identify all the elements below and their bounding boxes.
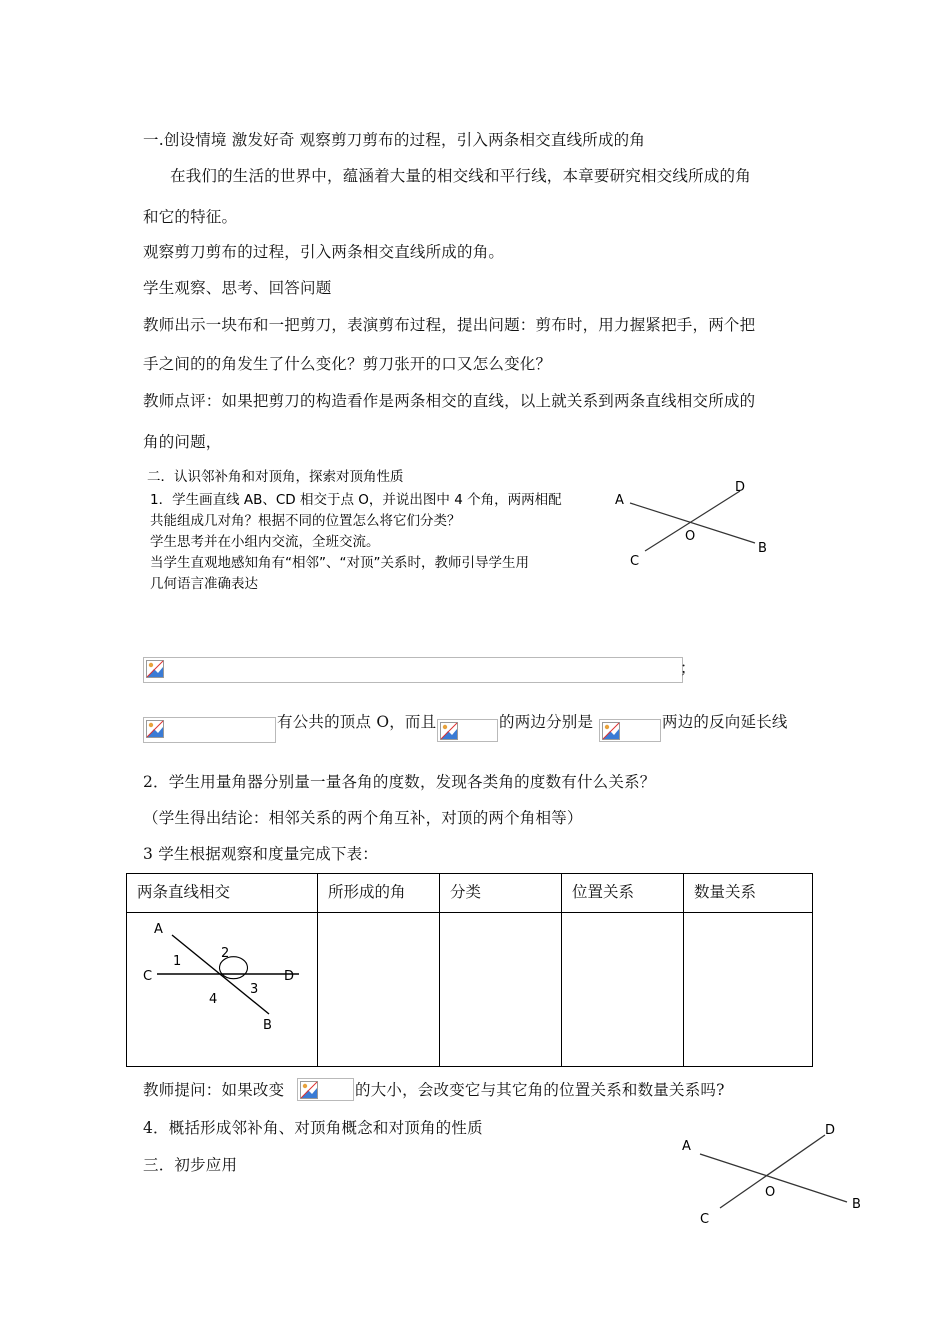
fig1-label-b: B [758,541,767,556]
section1-para1-line1: 在我们的生活的世界中，蕴涵着大量的相交线和平行线，本章要研究相交线所成的角 [170,167,751,185]
table-fig-label-1: 1 [173,954,182,969]
teacher-question-part1: 教师提问：如果改变 [143,1081,285,1099]
definition-part2: 的两边分别是 [499,713,594,731]
table-header-cell: 分类 [440,874,562,913]
table-figure-cell [127,913,318,1067]
section1-para1-line2: 和它的特征。 [143,208,238,226]
table-empty-cell [318,913,440,1067]
fig2-label-b: B [852,1197,861,1212]
fig2-label-c: C [700,1212,710,1227]
table-empty-cell [684,913,813,1067]
table-fig-label-a: A [154,922,163,937]
table-header-cell: 数量关系 [684,874,813,913]
intersecting-lines-figure-2 [675,1115,870,1230]
section2-line4: 当学生直观地感知角有“相邻”、“对顶”关系时，教师引导学生用 [150,555,529,571]
section1-para5-line2: 角的问题， [143,433,222,451]
table-fig-label-3: 3 [250,982,259,997]
section2-line5: 几何语言准确表达 [150,576,258,592]
table-fig-label-c: C [143,969,153,984]
section2-line3: 学生思考并在小组内交流，全班交流。 [150,534,380,550]
fig2-label-a: A [682,1139,691,1154]
embedded-image-placeholder-1 [143,657,683,683]
section2-heading: 二．认识邻补角和对顶角，探索对顶角性质 [147,469,404,485]
numbered-angles-figure [127,913,317,1062]
section1-heading: 一.创设情境 激发好奇 观察剪刀剪布的过程，引入两条相交直线所成的角 [143,131,646,149]
intersecting-lines-figure-1 [605,475,780,570]
definition-part3: 两边的反向延长线 [662,713,788,731]
section1-para4-line1: 教师出示一块布和一把剪刀，表演剪布过程，提出问题：剪布时，用力握紧把手，两个把 [143,316,756,334]
table-fig-label-d: D [284,969,295,984]
section2-line2: 共能组成几对角？根据不同的位置怎么将它们分类？ [150,513,461,529]
item3-text: 3 学生根据观察和度量完成下表： [143,845,378,863]
image-placeholder-icon [602,722,620,740]
table-fig-label-2: 2 [221,946,230,961]
image-placeholder-icon [440,722,458,740]
semicolon: ； [680,659,696,677]
table-empty-cell [562,913,684,1067]
table-header-cell: 两条直线相交 [127,874,318,913]
embedded-image-placeholder-5 [297,1078,354,1101]
image-placeholder-icon [146,720,164,738]
table-header-row [127,874,813,913]
section1-para5-line1: 教师点评：如果把剪刀的构造看作是两条相交的直线，以上就关系到两条直线相交所成的 [143,392,756,410]
item2-conclusion: （学生得出结论：相邻关系的两个角互补，对顶的两个角相等） [143,809,583,827]
section1-para4-line2: 手之间的的角发生了什么变化？剪刀张开的口又怎么变化？ [143,355,552,373]
section1-para3: 学生观察、思考、回答问题 [143,279,332,297]
angle-relationship-table [126,873,813,1067]
section1-para2: 观察剪刀剪布的过程，引入两条相交直线所成的角。 [143,243,505,261]
item2-text: 2．学生用量角器分别量一量各角的度数，发现各类角的度数有什么关系？ [143,773,656,791]
fig1-label-d: D [735,480,746,495]
embedded-image-placeholder-3 [437,719,498,742]
definition-part1: 有公共的顶点 O，而且 [277,713,437,731]
fig2-label-o: O [765,1185,776,1200]
fig2-label-d: D [825,1123,836,1138]
section3-heading: 三．初步应用 [143,1156,238,1174]
table-fig-label-4: 4 [209,992,218,1007]
table-header-cell: 所形成的角 [318,874,440,913]
section2-line1: 1．学生画直线 AB、CD 相交于点 O，并说出图中 4 个角，两两相配 [150,492,562,508]
image-placeholder-icon [146,660,164,678]
image-placeholder-icon [300,1081,318,1099]
teacher-question-part2: 的大小，会改变它与其它角的位置关系和数量关系吗? [355,1081,725,1099]
table-header-cell: 位置关系 [562,874,684,913]
fig1-label-o: O [685,529,696,544]
fig1-label-a: A [615,493,624,508]
embedded-image-placeholder-4 [599,719,661,742]
item4-text: 4．概括形成邻补角、对顶角概念和对顶角的性质 [143,1119,483,1137]
embedded-image-placeholder-2 [143,717,276,743]
table-fig-label-b: B [263,1018,272,1033]
fig1-label-c: C [630,554,640,569]
table-empty-cell [440,913,562,1067]
table-row [127,913,813,1067]
